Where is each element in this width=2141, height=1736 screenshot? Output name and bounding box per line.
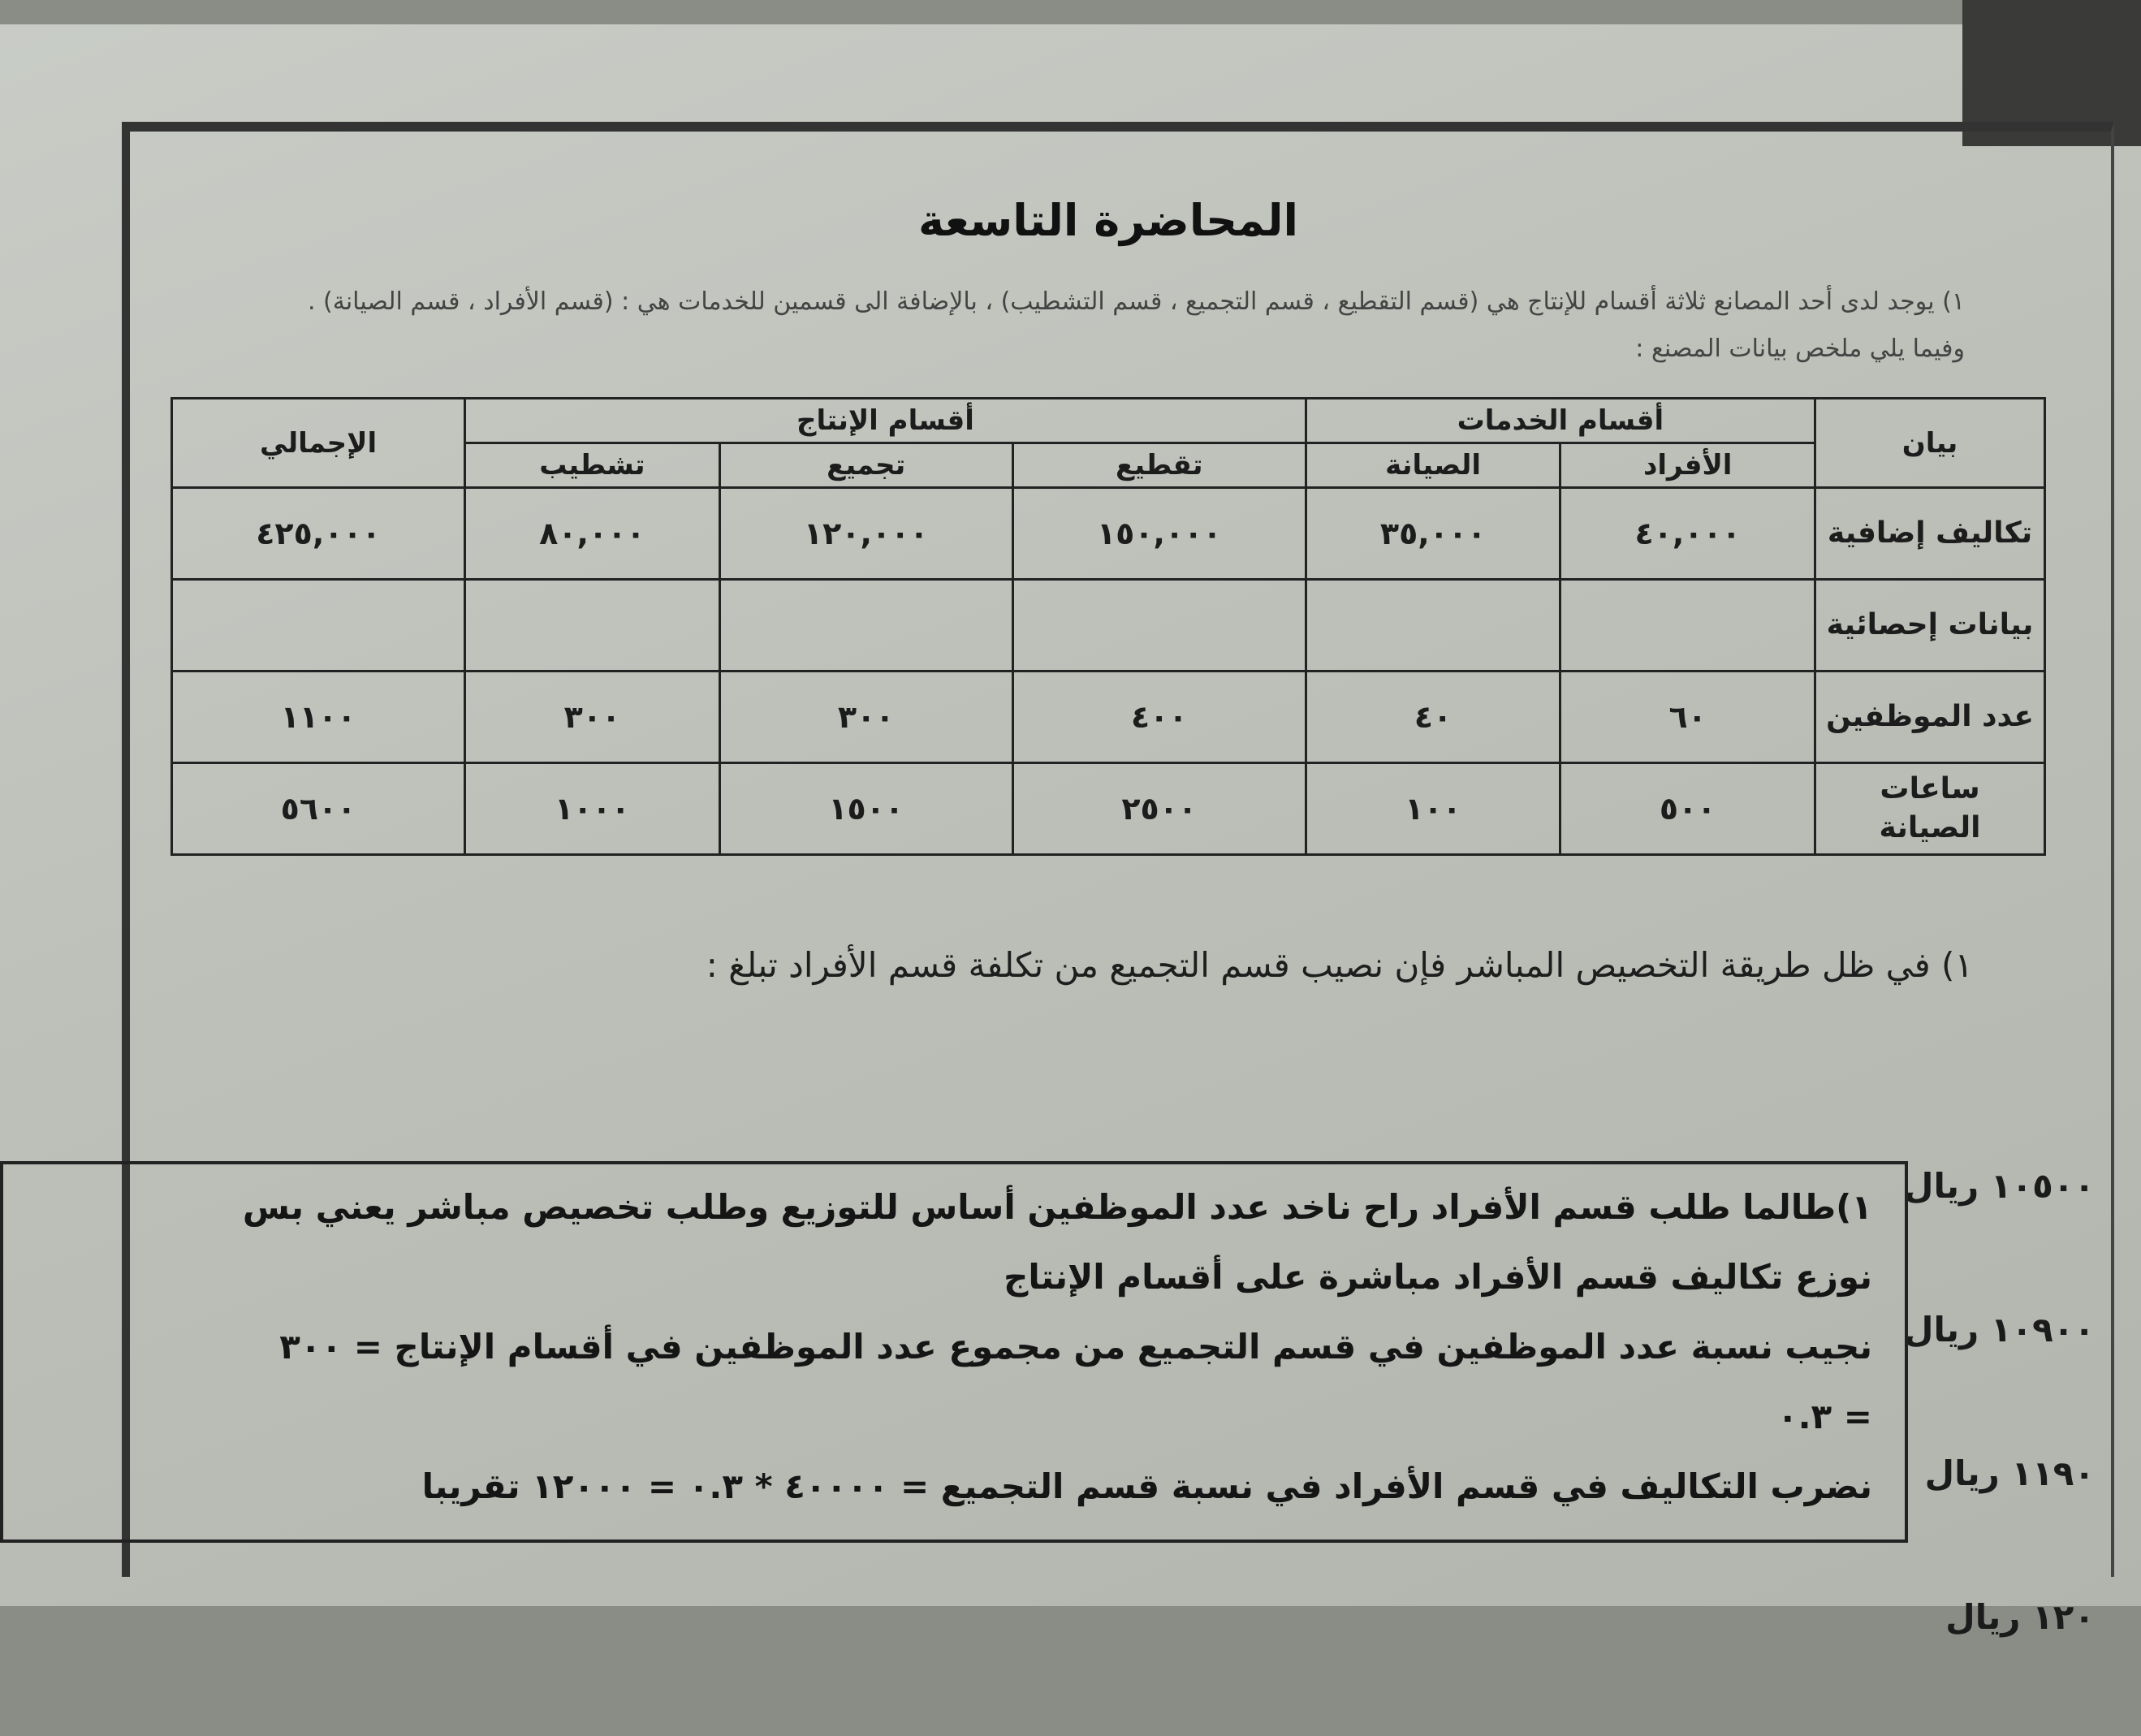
table-cell: ١٥٠,٠٠٠ xyxy=(1012,488,1306,580)
table-row xyxy=(172,763,2045,855)
table-row xyxy=(172,672,2045,763)
table-header-row-1 xyxy=(172,399,2045,443)
option-item: ١٢٠ ريال xyxy=(1945,1597,2095,1637)
table-cell: ٥٠٠ xyxy=(1560,763,1815,855)
page-title: المحاضرة التاسعة xyxy=(917,195,1299,246)
table-cell: ١٠٠٠ xyxy=(465,763,720,855)
table-cell: ٣٥,٠٠٠ xyxy=(1306,488,1560,580)
table-cell: ١٥٠٠ xyxy=(719,763,1012,855)
option-item: ١٠٩٠٠ ريال xyxy=(1904,1310,2095,1350)
row-label: عدد الموظفين xyxy=(1815,672,2045,763)
answer-line: نجيب نسبة عدد الموظفين في قسم التجميع من مجموع عدد الموظفين في أقسام الإنتاج = ٣٠٠ xyxy=(279,1327,1872,1367)
question-text: ١) في ظل طريقة التخصيص المباشر فإن نصيب قسم التجميع من تكلفة قسم الأفراد تبلغ : xyxy=(706,945,1973,985)
header-col: تجميع xyxy=(719,443,1012,488)
handwritten-answer-box xyxy=(0,1161,1908,1543)
table-cell: ٢٥٠٠ xyxy=(1012,763,1306,855)
option-item: ١١٩٠ ريال xyxy=(1924,1453,2095,1493)
table-cell: ١٢٠,٠٠٠ xyxy=(719,488,1012,580)
answer-line: = ٠.٣ xyxy=(1776,1397,1872,1436)
header-col: تشطيب xyxy=(465,443,720,488)
header-production-group: أقسام الإنتاج xyxy=(465,399,1306,443)
table-cell: ٤٠,٠٠٠ xyxy=(1560,488,1815,580)
table-row xyxy=(172,580,2045,672)
table-cell: ١٠٠ xyxy=(1306,763,1560,855)
answer-line: ١)طالما طلب قسم الأفراد راح ناخد عدد الموظفين أساس للتوزيع وطلب تخصيص مباشر يعني بس xyxy=(242,1187,1872,1227)
header-col: تقطيع xyxy=(1012,443,1306,488)
table-cell: ١١٠٠ xyxy=(172,672,465,763)
table-cell: ٨٠,٠٠٠ xyxy=(465,488,720,580)
table-cell xyxy=(1560,580,1815,672)
table-cell: ٦٠ xyxy=(1560,672,1815,763)
row-label: ساعات الصيانة xyxy=(1815,763,2045,855)
table-cell xyxy=(719,580,1012,672)
row-label: بيانات إحصائية xyxy=(1815,580,2045,672)
table-cell: ٤٠ xyxy=(1306,672,1560,763)
table-cell: ٤٠٠ xyxy=(1012,672,1306,763)
option-item: ١٠٥٠٠ ريال xyxy=(1904,1166,2095,1206)
table-cell: ٤٢٥,٠٠٠ xyxy=(172,488,465,580)
table-cell: ٣٠٠ xyxy=(465,672,720,763)
header-col: الأفراد xyxy=(1560,443,1815,488)
table-row xyxy=(172,488,2045,580)
header-statement: بيان xyxy=(1815,399,2045,488)
table-cell xyxy=(1012,580,1306,672)
intro-paragraph: ١) يوجد لدى أحد المصانع ثلاثة أقسام للإنتاج هي (قسم التقطيع ، قسم التجميع ، قسم التشطيب) ، بالإضافة الى قسمين للخدمات هي : (قسم الأفراد ، قسم الصيانة) . وفيما يلي ملخص بيانات المصنع : xyxy=(307,287,1965,363)
table-cell: ٥٦٠٠ xyxy=(172,763,465,855)
table-cell xyxy=(172,580,465,672)
header-services-group: أقسام الخدمات xyxy=(1306,399,1815,443)
header-col: الصيانة xyxy=(1306,443,1560,488)
table-cell xyxy=(465,580,720,672)
header-total: الإجمالي xyxy=(172,399,465,488)
answer-line: نوزع تكاليف قسم الأفراد مباشرة على أقسام الإنتاج xyxy=(1004,1257,1872,1297)
document-content xyxy=(122,162,2095,1637)
factory-data-table xyxy=(171,397,2046,856)
table-cell xyxy=(1306,580,1560,672)
answer-line: نضرب التكاليف في قسم الأفراد في نسبة قسم التجميع = ٤٠٠٠٠ * ٠.٣ = ١٢٠٠٠ تقريبا xyxy=(421,1466,1872,1506)
table-cell: ٣٠٠ xyxy=(719,672,1012,763)
row-label: تكاليف إضافية xyxy=(1815,488,2045,580)
